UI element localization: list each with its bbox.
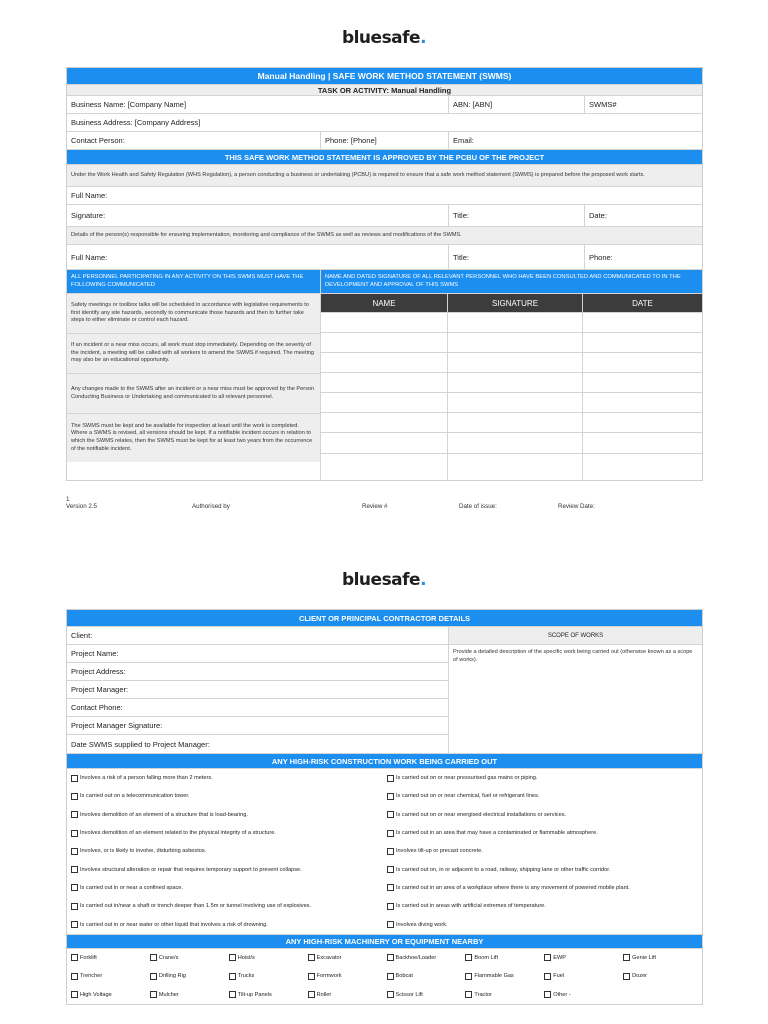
checkbox-icon[interactable] xyxy=(387,921,394,928)
checkbox-icon[interactable] xyxy=(71,973,78,980)
sig-signature-cell[interactable] xyxy=(448,413,583,432)
sig-date-cell[interactable] xyxy=(583,413,702,432)
checklist-label: Is carried out in or near a confined space. xyxy=(80,884,183,891)
checkbox-icon[interactable] xyxy=(544,973,551,980)
machinery-slot xyxy=(387,967,466,986)
sig-date-cell[interactable] xyxy=(583,333,702,352)
checklist-label: Is carried out in an area that may have a contaminated or flammable atmosphere. xyxy=(396,830,598,837)
checklist-label: Tilt-up Panels xyxy=(237,991,272,998)
checkbox-icon[interactable] xyxy=(387,973,394,980)
checklist-label: Hoist/s xyxy=(237,954,255,961)
checkbox-icon[interactable] xyxy=(71,811,78,818)
comm-item: If an incident or a near miss occurs, all work must stop immediately. Depending on the severity of the incident, a meeting will be called with all workers to amend the SWMS if required. The meeting may also be an educational opportunity. xyxy=(67,334,320,374)
checklist-label: Forklift xyxy=(80,954,97,961)
checkbox-icon[interactable] xyxy=(71,848,78,855)
checklist-label: Involves structural alteration or repair that requires temporary support to prevent collapse. xyxy=(80,866,302,873)
machinery-slot xyxy=(623,986,702,1005)
sig-date-cell[interactable] xyxy=(583,353,702,372)
checklist-item[interactable] xyxy=(387,949,466,968)
machinery-slot xyxy=(465,986,544,1005)
machinery-slot xyxy=(229,949,308,968)
checklist-item[interactable] xyxy=(150,949,229,968)
hrcw-right-column xyxy=(385,769,702,934)
checklist-item[interactable] xyxy=(623,949,702,968)
machinery-slot xyxy=(623,949,702,968)
checklist-item[interactable] xyxy=(229,949,308,968)
checklist-item[interactable] xyxy=(387,787,702,805)
version-label: Version 2.5 xyxy=(66,503,97,510)
brand-logo xyxy=(0,28,768,48)
checklist-item[interactable] xyxy=(229,986,308,1005)
checklist-item[interactable] xyxy=(150,986,229,1005)
machinery-slot xyxy=(387,986,466,1005)
swms-form xyxy=(66,67,703,481)
comm-item: The SWMS must be kept and be available for inspection at least until the work is completed. Where a SWMS is revised, all versions should be kept. If a notifiable incident occurs in relation to which the SWMS relates, then the SWMS must be kept for at least two years from the occurrence of the notifiable incident. xyxy=(67,414,320,462)
checklist-label: Is carried out in areas with artificial extremes of temperature. xyxy=(396,903,546,910)
checklist-item[interactable] xyxy=(71,915,385,933)
checkbox-icon[interactable] xyxy=(308,954,315,961)
checklist-item[interactable] xyxy=(465,986,544,1005)
checklist-item[interactable] xyxy=(71,769,385,787)
checkbox-icon[interactable] xyxy=(71,866,78,873)
sig-name-cell[interactable] xyxy=(321,433,448,453)
brand-name: bluesafe xyxy=(341,28,421,48)
checkbox-icon[interactable] xyxy=(308,973,315,980)
checkbox-icon[interactable] xyxy=(387,775,394,782)
responsible-persons-note: Details of the person(s) responsible for ensuring implementation, monitoring and compliance of the SWMS as well as reviews and modifications of the SWMS. xyxy=(67,227,702,244)
communication-list xyxy=(67,294,321,480)
checkbox-icon[interactable] xyxy=(71,954,78,961)
checklist-item[interactable] xyxy=(71,986,150,1005)
machinery-slot xyxy=(229,986,308,1005)
checklist-item[interactable] xyxy=(465,967,544,986)
sig-name-cell[interactable] xyxy=(321,373,448,392)
machinery-row xyxy=(71,986,702,1005)
machinery-slot xyxy=(150,986,229,1005)
checklist-label: Is carried out in or near water or other liquid that involves a risk of drowning. xyxy=(80,921,268,928)
project-name-field[interactable]: Project Name: xyxy=(67,645,448,663)
sig-name-cell[interactable] xyxy=(321,313,448,332)
checklist-item[interactable] xyxy=(387,967,466,986)
checkbox-icon[interactable] xyxy=(387,811,394,818)
machinery-slot xyxy=(544,949,623,968)
checklist-label: Involves, or is likely to involve, disturbing asbestos. xyxy=(80,848,207,855)
checklist-label: Excavator xyxy=(316,954,342,961)
scope-description[interactable]: Provide a detailed description of the specific work being carried out (otherwise known as a scope of works). xyxy=(453,649,693,663)
checkbox-icon[interactable] xyxy=(387,991,394,998)
checklist-label: Other - xyxy=(553,991,571,998)
machinery-slot xyxy=(308,967,387,986)
checklist-label: Is carried out on or near energised electrical installations or services. xyxy=(396,811,567,818)
checkbox-icon[interactable] xyxy=(71,830,78,837)
checklist-label: Fuel xyxy=(553,973,565,980)
checklist-label: Involves a risk of a person falling more than 2 meters. xyxy=(80,775,213,782)
approver-signature-field[interactable]: Signature: xyxy=(67,205,449,226)
project-manager-field[interactable]: Project Manager: xyxy=(67,681,448,699)
business-address-field[interactable]: Business Address: [Company Address] xyxy=(71,118,201,127)
checkbox-icon[interactable] xyxy=(71,991,78,998)
form-title: Manual Handling | SAFE WORK METHOD STATEMENT (SWMS) xyxy=(67,68,702,84)
checklist-item[interactable] xyxy=(308,986,387,1005)
review-number-label: Review # xyxy=(362,503,388,510)
checkbox-icon[interactable] xyxy=(465,991,472,998)
checkbox-icon[interactable] xyxy=(387,793,394,800)
sig-signature-cell[interactable] xyxy=(448,373,583,392)
checklist-label: Is carried out on or near pressurised gas mains or piping. xyxy=(396,775,538,782)
phone-field[interactable]: Phone: [Phone] xyxy=(321,132,449,149)
checkbox-icon[interactable] xyxy=(465,954,472,961)
checklist-item[interactable] xyxy=(229,967,308,986)
brand-logo xyxy=(0,570,768,590)
machinery-row xyxy=(71,949,702,968)
checkbox-icon[interactable] xyxy=(387,830,394,837)
responsible-title-field[interactable]: Title: xyxy=(449,245,585,269)
checklist-item[interactable] xyxy=(71,787,385,805)
machinery-slot xyxy=(71,967,150,986)
col-date-header: DATE xyxy=(583,294,702,312)
responsible-full-name-field[interactable]: Full Name: xyxy=(67,245,449,269)
approver-title-field[interactable]: Title: xyxy=(449,205,585,226)
checkbox-icon[interactable] xyxy=(71,793,78,800)
machinery-slot xyxy=(465,949,544,968)
machinery-header: ANY HIGH-RISK MACHINERY OR EQUIPMENT NEARBY xyxy=(67,935,702,948)
swms-supplied-date-field[interactable]: Date SWMS supplied to Project Manager: xyxy=(71,739,210,749)
machinery-slot xyxy=(387,949,466,968)
checklist-label: Flammable Gas xyxy=(474,973,514,980)
task-activity: TASK OR ACTIVITY: Manual Handling xyxy=(67,85,702,95)
whs-note: Under the Work Health and Safety Regulation (WHS Regulation), a person conducting a business or undertaking (PCBU) is required to ensure that a safe work method statement (SWMS) is prepared before the proposed work starts. xyxy=(67,165,702,186)
checklist-item[interactable] xyxy=(71,806,385,824)
checklist-item[interactable] xyxy=(387,897,702,915)
date-of-issue-label: Date of issue: xyxy=(459,503,497,510)
sig-date-cell[interactable] xyxy=(583,313,702,332)
checklist-item[interactable] xyxy=(387,769,702,787)
checkbox-icon[interactable] xyxy=(623,973,630,980)
checklist-item[interactable] xyxy=(150,967,229,986)
hrcw-header: ANY HIGH-RISK CONSTRUCTION WORK BEING CARRIED OUT xyxy=(67,754,702,768)
checkbox-icon[interactable] xyxy=(387,866,394,873)
responsible-phone-field[interactable]: Phone: xyxy=(589,252,613,262)
checkbox-icon[interactable] xyxy=(150,973,157,980)
brand-dot: . xyxy=(420,570,427,590)
hrcw-checklist xyxy=(67,769,702,935)
pm-signature-field[interactable]: Project Manager Signature: xyxy=(67,717,448,735)
machinery-row xyxy=(71,967,702,986)
checklist-item[interactable] xyxy=(308,949,387,968)
checklist-label: Trucks xyxy=(237,973,255,980)
checklist-label: Backhoe/Loader xyxy=(395,954,437,961)
checklist-label: High Voltage xyxy=(80,991,112,998)
checklist-item[interactable] xyxy=(387,986,466,1005)
checklist-item[interactable] xyxy=(71,860,385,878)
client-details-header: CLIENT OR PRINCIPAL CONTRACTOR DETAILS xyxy=(67,610,702,626)
checkbox-icon[interactable] xyxy=(387,903,394,910)
checkbox-icon[interactable] xyxy=(229,991,236,998)
checklist-label: Involves demolition of an element of a structure that is load-bearing. xyxy=(80,811,248,818)
checklist-label: Tractor xyxy=(474,991,492,998)
sig-signature-cell[interactable] xyxy=(448,454,583,480)
sig-signature-cell[interactable] xyxy=(448,353,583,372)
comm-item: Any changes made to the SWMS after an incident or a near miss must be approved by the Person Conducting Business or Undertaking and communicated to all relevant personnel. xyxy=(67,374,320,414)
checklist-label: Involves tilt-up or precast concrete. xyxy=(396,848,483,855)
checklist-item[interactable] xyxy=(308,967,387,986)
scope-title: SCOPE OF WORKS xyxy=(449,627,702,645)
checklist-item[interactable] xyxy=(387,860,702,878)
machinery-slot xyxy=(71,949,150,968)
checklist-item[interactable] xyxy=(71,842,385,860)
checklist-item[interactable] xyxy=(71,967,150,986)
business-name-field[interactable]: Business Name: [Company Name] xyxy=(67,96,449,113)
approver-date-field[interactable]: Date: xyxy=(589,211,607,220)
checklist-item[interactable] xyxy=(544,967,623,986)
checklist-label: Is carried out in/near a shaft or trench deeper than 1.5m or tunnel involving use of explosives. xyxy=(80,903,312,910)
approver-full-name-field[interactable]: Full Name: xyxy=(71,191,108,200)
machinery-slot xyxy=(150,967,229,986)
checklist-item[interactable] xyxy=(387,824,702,842)
checklist-label: Crane/s xyxy=(158,954,179,961)
approval-header: THIS SAFE WORK METHOD STATEMENT IS APPROVED BY THE PCBU OF THE PROJECT xyxy=(67,150,702,164)
authorised-by-label: Authorised by xyxy=(192,503,230,510)
checklist-item[interactable] xyxy=(465,949,544,968)
checklist-item[interactable] xyxy=(387,842,702,860)
checklist-item[interactable] xyxy=(71,879,385,897)
checklist-label: Formwork xyxy=(316,973,342,980)
hrcw-left-column xyxy=(67,769,385,934)
sig-name-cell[interactable] xyxy=(321,454,448,480)
checklist-label: Is carried out in an area of a workplace where there is any movement of powered mobile plant. xyxy=(396,884,630,891)
checkbox-icon[interactable] xyxy=(150,991,157,998)
machinery-slot xyxy=(465,967,544,986)
client-field[interactable]: Client: xyxy=(67,627,448,645)
machinery-slot xyxy=(71,986,150,1005)
scope-of-works xyxy=(449,627,702,753)
machinery-slot xyxy=(544,967,623,986)
checklist-item[interactable] xyxy=(387,915,702,933)
communication-header: ALL PERSONNEL PARTICIPATING IN ANY ACTIVITY ON THIS SWMS MUST HAVE THE FOLLOWING COMMUNICATED xyxy=(67,270,321,293)
machinery-slot xyxy=(623,967,702,986)
checkbox-icon[interactable] xyxy=(544,991,551,998)
checklist-item[interactable] xyxy=(71,949,150,968)
checkbox-icon[interactable] xyxy=(71,884,78,891)
checklist-item[interactable] xyxy=(71,897,385,915)
swms-number-field[interactable]: SWMS# xyxy=(589,100,617,109)
checkbox-icon[interactable] xyxy=(150,954,157,961)
checklist-label: Involves demolition of an element related to the physical integrity of a structure. xyxy=(80,830,276,837)
checkbox-icon[interactable] xyxy=(544,954,551,961)
machinery-checklist xyxy=(67,949,702,1005)
machinery-slot xyxy=(150,949,229,968)
contact-phone-field[interactable]: Contact Phone: xyxy=(67,699,448,717)
checkbox-icon[interactable] xyxy=(387,884,394,891)
checklist-label: Is carried out on, in or adjacent to a road, railway, shipping lane or other traffic corridor. xyxy=(396,866,611,873)
sig-name-cell[interactable] xyxy=(321,413,448,432)
sig-signature-cell[interactable] xyxy=(448,313,583,332)
brand-name: bluesafe xyxy=(341,570,421,590)
col-signature-header: SIGNATURE xyxy=(448,294,583,312)
checklist-label: Is carried out on a telecommunication tower. xyxy=(80,793,190,800)
checklist-label: Drilling Rig xyxy=(158,973,186,980)
sig-name-cell[interactable] xyxy=(321,393,448,412)
checklist-label: Roller xyxy=(316,991,332,998)
sig-signature-cell[interactable] xyxy=(448,393,583,412)
checklist-item[interactable] xyxy=(71,824,385,842)
checklist-item[interactable] xyxy=(387,879,702,897)
checkbox-icon[interactable] xyxy=(71,921,78,928)
checkbox-icon[interactable] xyxy=(387,848,394,855)
sig-date-cell[interactable] xyxy=(583,454,702,480)
checklist-label: Trencher xyxy=(80,973,103,980)
project-fields xyxy=(67,627,449,753)
checklist-label: Genie Lift xyxy=(632,954,657,961)
email-field[interactable]: Email: xyxy=(453,136,474,145)
checklist-item[interactable] xyxy=(387,806,702,824)
communication-table xyxy=(67,294,702,480)
client-details-block xyxy=(67,627,702,754)
checklist-label: EWP xyxy=(553,954,566,961)
brand-dot: . xyxy=(420,28,427,48)
contact-person-field[interactable]: Contact Person: xyxy=(67,132,321,149)
project-details-form xyxy=(66,609,703,1005)
checklist-item[interactable] xyxy=(623,967,702,986)
sig-date-cell[interactable] xyxy=(583,373,702,392)
machinery-slot xyxy=(229,967,308,986)
checklist-item[interactable] xyxy=(544,986,623,1005)
signature-grid xyxy=(321,294,702,480)
checklist-label: Bobcat xyxy=(395,973,413,980)
checkbox-icon[interactable] xyxy=(229,954,236,961)
col-name-header: NAME xyxy=(321,294,448,312)
sig-signature-cell[interactable] xyxy=(448,333,583,352)
consultation-header: NAME AND DATED SIGNATURE OF ALL RELEVANT PERSONNEL WHO HAVE BEEN CONSULTED AND COMMUNICATED TO IN THE DEVELOPMENT AND APPROVAL OF THIS SWMS xyxy=(321,270,702,293)
page-footer xyxy=(66,496,703,516)
sig-name-cell[interactable] xyxy=(321,353,448,372)
comm-item: Safety meetings or toolbox talks will be scheduled in accordance with legislative requirements to first identify any site hazards, secondly to communicate those hazards and then to further take steps to either eliminate or control each hazard. xyxy=(67,294,320,334)
checkbox-icon[interactable] xyxy=(71,775,78,782)
abn-field[interactable]: ABN: [ABN] xyxy=(449,96,585,113)
machinery-slot xyxy=(544,986,623,1005)
review-date-label: Review Date: xyxy=(558,503,595,510)
checklist-label: Boom Lift xyxy=(474,954,499,961)
checkbox-icon[interactable] xyxy=(387,954,394,961)
checklist-label: Involves diving work. xyxy=(396,921,448,928)
sig-date-cell[interactable] xyxy=(583,393,702,412)
checklist-label: Scissor Lift xyxy=(395,991,423,998)
sig-name-cell[interactable] xyxy=(321,333,448,352)
checkbox-icon[interactable] xyxy=(71,903,78,910)
checklist-label: Mulcher xyxy=(158,991,179,998)
machinery-slot xyxy=(308,986,387,1005)
sig-signature-cell[interactable] xyxy=(448,433,583,453)
project-address-field[interactable]: Project Address: xyxy=(67,663,448,681)
page-number: 1 xyxy=(66,496,70,503)
checklist-label: Is carried out on or near chemical, fuel or refrigerant lines. xyxy=(396,793,540,800)
checkbox-icon[interactable] xyxy=(623,954,630,961)
checkbox-icon[interactable] xyxy=(308,991,315,998)
checklist-item[interactable] xyxy=(544,949,623,968)
sig-date-cell[interactable] xyxy=(583,433,702,453)
checkbox-icon[interactable] xyxy=(465,973,472,980)
checklist-label: Dozer xyxy=(632,973,648,980)
machinery-slot xyxy=(308,949,387,968)
checkbox-icon[interactable] xyxy=(229,973,236,980)
